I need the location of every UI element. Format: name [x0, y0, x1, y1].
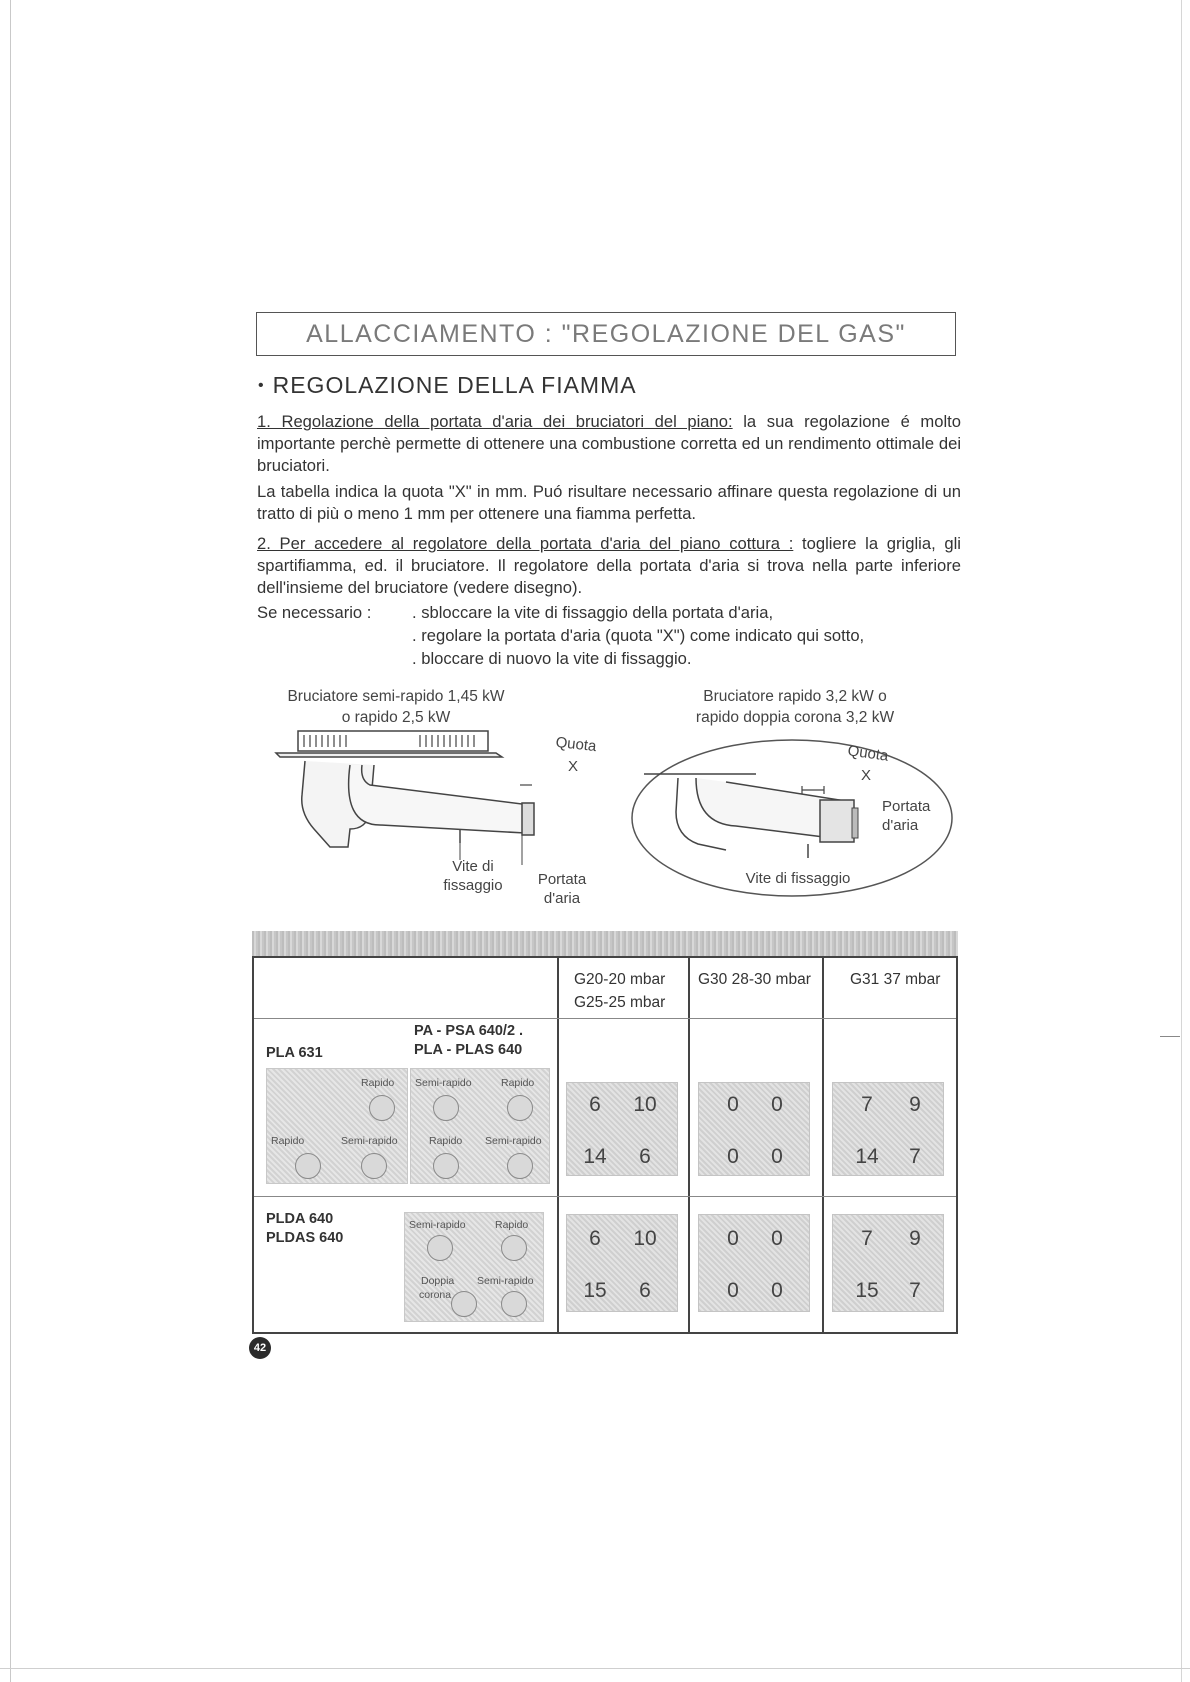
left-screw-label — [438, 857, 508, 895]
paragraph-access-heading: 2. Per accedere al regolatore della portata d'aria del piano cottura : — [257, 534, 794, 553]
page-edge-left — [10, 0, 11, 1682]
burner-label: Rapido — [501, 1077, 535, 1089]
right-caption-line2: rapido doppia corona 3,2 kW — [695, 709, 895, 726]
table-title-band — [252, 931, 958, 956]
paragraph-access-text: togliere la griglia, gli spartifiamma, ed. il bruciatore. Il regolatore della portata d'aria si trova nella parte inferiore dell'insieme del bruciatore (vedere disegno). — [257, 534, 961, 597]
model-line: PLDAS 640 — [266, 1230, 344, 1246]
burner-layout-plda640 — [404, 1212, 544, 1322]
value: 0 — [727, 1145, 739, 1168]
value: 9 — [909, 1227, 921, 1250]
page-header — [256, 312, 956, 356]
right-screw-label: Vite di fissaggio — [745, 870, 851, 887]
table-divider — [557, 958, 559, 1332]
burner-icon — [507, 1153, 533, 1179]
model-line: PLA - PLAS 640 — [414, 1042, 523, 1058]
burner-label: Rapido — [361, 1077, 395, 1089]
burner-label: Rapido — [271, 1135, 305, 1147]
column-header-g20-line1: G20-20 mbar — [574, 971, 666, 988]
column-header-g30: G30 28-30 mbar — [698, 971, 811, 988]
model-line: PLDA 640 — [266, 1211, 334, 1227]
burner-icon — [501, 1291, 527, 1317]
paragraph-air-regulation — [257, 411, 961, 477]
value: 14 — [583, 1145, 607, 1168]
value: 0 — [727, 1227, 739, 1250]
value: 7 — [909, 1279, 921, 1302]
burner-label: corona — [419, 1289, 452, 1301]
value: 14 — [855, 1145, 879, 1168]
step-item: . bloccare di nuovo la vite di fissaggio. — [412, 649, 692, 668]
if-needed-label: Se necessario : — [257, 603, 372, 622]
paragraph-quota-info: La tabella indica la quota "X" in mm. Puó risultare necessario affinare questa regolazione di un tratto di più o meno 1 mm per ottenere una fiamma perfetta. — [257, 482, 961, 523]
burner-icon — [433, 1153, 459, 1179]
model-pa-psa-pla-plas — [414, 1022, 523, 1060]
value: 9 — [909, 1093, 921, 1116]
value-cell-g30-row1 — [698, 1082, 810, 1176]
value-cell-g20-row2 — [566, 1214, 678, 1312]
burner-icon — [369, 1095, 395, 1121]
right-airflow-label — [882, 797, 948, 835]
value: 0 — [771, 1227, 783, 1250]
burner-icon — [427, 1235, 453, 1261]
table-divider — [254, 1018, 956, 1019]
left-airflow-label — [530, 870, 594, 908]
paragraph-air-regulation-text: la sua regolazione é molto importante perchè permette di ottenere una combustione corretta ed un rendimento ottimale dei bruciatori. — [257, 412, 961, 475]
column-header-g20-line2: G25-25 mbar — [574, 994, 666, 1011]
value: 6 — [589, 1227, 601, 1250]
burner-label: Semi-rapido — [485, 1135, 542, 1147]
section-title — [258, 372, 637, 399]
value: 7 — [909, 1145, 921, 1168]
value: 10 — [633, 1227, 657, 1250]
value-cell-g30-row2 — [698, 1214, 810, 1312]
value-cell-g31-row1 — [832, 1082, 944, 1176]
table-divider — [822, 958, 824, 1332]
value: 0 — [727, 1093, 739, 1116]
value: 0 — [771, 1279, 783, 1302]
burner-icon — [361, 1153, 387, 1179]
right-airflow-line1: Portata — [882, 798, 931, 815]
page-edge-bottom — [0, 1668, 1190, 1669]
burner-label: Semi-rapido — [341, 1135, 398, 1147]
value: 6 — [639, 1145, 651, 1168]
burner-icon — [451, 1291, 477, 1317]
burner-icon — [433, 1095, 459, 1121]
value: 10 — [633, 1093, 657, 1116]
burner-label: Rapido — [429, 1135, 463, 1147]
burner-label: Semi-rapido — [415, 1077, 472, 1089]
model-line: PA - PSA 640/2 . — [414, 1023, 524, 1039]
right-airflow-line2: d'aria — [882, 817, 919, 834]
left-airflow-line1: Portata — [537, 871, 587, 888]
model-pla631: PLA 631 — [266, 1045, 323, 1061]
value: 6 — [589, 1093, 601, 1116]
burner-label: Semi-rapido — [409, 1219, 466, 1231]
table-divider — [688, 958, 690, 1332]
page-title: ALLACCIAMENTO : "REGOLAZIONE DEL GAS" — [306, 319, 906, 348]
paragraph-access-regulator — [257, 533, 961, 599]
air-regulation-table — [252, 956, 958, 1334]
column-header-g20 — [574, 968, 665, 1014]
value: 0 — [771, 1093, 783, 1116]
left-x-label: X — [567, 758, 578, 775]
burner-icon — [295, 1153, 321, 1179]
step-item: . sbloccare la vite di fissaggio della portata d'aria, — [412, 603, 774, 622]
column-header-g31: G31 37 mbar — [850, 971, 941, 988]
section-title-text: REGOLAZIONE DELLA FIAMMA — [272, 372, 637, 398]
burner-label: Semi-rapido — [477, 1275, 534, 1287]
left-quota-label: Quota — [554, 733, 598, 756]
left-diagram-caption — [266, 686, 526, 728]
left-caption-line1: Bruciatore semi-rapido 1,45 kW — [287, 688, 505, 705]
page-edge-right — [1181, 0, 1182, 1682]
burner-icon — [501, 1235, 527, 1261]
value: 0 — [727, 1279, 739, 1302]
left-screw-line2: fissaggio — [443, 877, 503, 894]
value: 6 — [639, 1279, 651, 1302]
left-caption-line2: o rapido 2,5 kW — [341, 709, 451, 726]
value: 7 — [861, 1227, 873, 1250]
value: 15 — [855, 1279, 879, 1302]
right-quota-label: Quota — [846, 742, 890, 765]
value-cell-g20-row1 — [566, 1082, 678, 1176]
right-caption-line1: Bruciatore rapido 3,2 kW o — [703, 688, 887, 705]
margin-mark — [1160, 1036, 1180, 1037]
value-cell-g31-row2 — [832, 1214, 944, 1312]
value: 7 — [861, 1093, 873, 1116]
value: 15 — [583, 1279, 607, 1302]
table-divider — [254, 1196, 956, 1197]
burner-layout-pla640 — [410, 1068, 550, 1184]
burner-icon — [507, 1095, 533, 1121]
burner-label: Rapido — [495, 1219, 529, 1231]
paragraph-air-regulation-heading: 1. Regolazione della portata d'aria dei bruciatori del piano: — [257, 412, 733, 431]
step-item: . regolare la portata d'aria (quota "X") come indicato qui sotto, — [412, 626, 865, 645]
burner-label: Doppia — [421, 1275, 455, 1287]
left-airflow-line2: d'aria — [543, 890, 581, 907]
left-screw-line1: Vite di — [452, 858, 494, 875]
bullet: • — [258, 377, 265, 394]
page-number: 42 — [249, 1337, 271, 1359]
right-diagram-caption — [660, 686, 930, 728]
burner-layout-pla631 — [266, 1068, 408, 1184]
value: 0 — [771, 1145, 783, 1168]
model-plda — [266, 1210, 343, 1248]
right-x-label: X — [860, 767, 871, 784]
